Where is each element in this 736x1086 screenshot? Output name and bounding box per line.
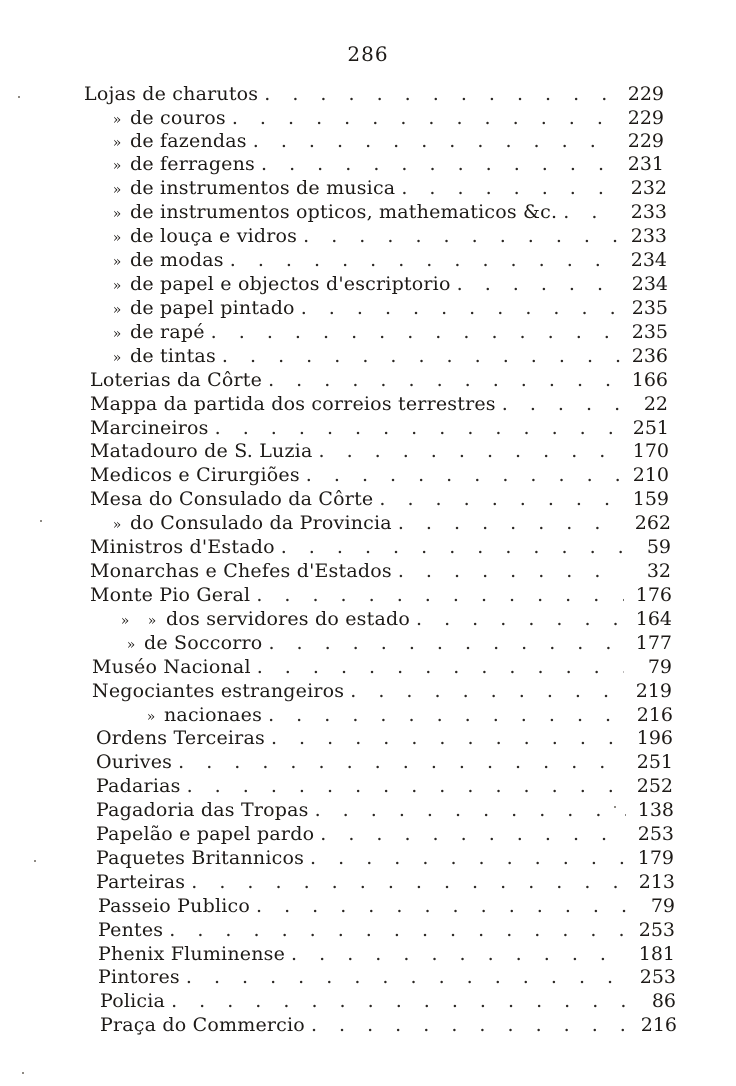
entry-label: de Soccorro — [144, 632, 263, 654]
index-entry — [112, 607, 672, 631]
entry-page-number: 196 — [636, 727, 673, 749]
entry-label: de instrumentos de musica — [130, 177, 396, 199]
entry-page-number: 59 — [646, 536, 671, 558]
entry-label: de modas — [130, 249, 224, 271]
entry-label: de couros — [130, 107, 226, 129]
index-entry — [104, 200, 667, 224]
entry-label: Padarias — [96, 775, 181, 797]
entry-page-number: 252 — [636, 775, 673, 797]
entry-page-number: 177 — [635, 632, 672, 654]
index-entry — [96, 726, 673, 750]
entry-label: Marcineiros — [90, 417, 209, 439]
dot-leader — [318, 439, 621, 463]
entry-page-number: 216 — [636, 704, 673, 726]
dot-leader — [350, 679, 624, 703]
entry-label: Matadouro de S. Luzia — [90, 440, 313, 462]
index-entry — [96, 846, 674, 870]
entry-page-number: 235 — [631, 321, 668, 343]
entry-label: Muséo Nacional — [92, 656, 251, 678]
index-entry — [90, 392, 668, 416]
dot-leader — [187, 774, 625, 798]
entry-label: Pagadoria das Tropas — [96, 799, 309, 821]
entry-label: de instrumentos opticos, mathematicos &c. — [130, 201, 558, 223]
index-entry — [90, 416, 669, 440]
entry-page-number: 229 — [627, 130, 664, 152]
entry-page-number: 235 — [631, 297, 668, 319]
ditto-mark: » — [112, 230, 122, 246]
dot-leader — [563, 200, 619, 224]
index-entry — [98, 965, 676, 989]
dot-leader — [291, 942, 627, 966]
entry-label: Parteiras — [96, 871, 186, 893]
page-number: 286 — [347, 42, 389, 66]
index-entry — [104, 176, 667, 200]
entry-page-number: 262 — [634, 512, 671, 534]
dot-leader — [311, 1013, 629, 1037]
entry-label: de papel e objectos d'escriptorio — [130, 273, 451, 295]
entry-label: Ordens Terceiras — [96, 727, 265, 749]
dot-leader — [256, 583, 624, 607]
entry-page-number: 253 — [638, 919, 675, 941]
index-entry — [96, 870, 675, 894]
dot-leader — [416, 607, 624, 631]
entry-page-number: 253 — [639, 966, 676, 988]
ditto-mark: » — [112, 302, 122, 318]
entry-page-number: 159 — [632, 488, 669, 510]
entry-label: Ministros d'Estado — [90, 536, 275, 558]
index-entry — [96, 750, 673, 774]
entry-label: de tintas — [130, 345, 216, 367]
ditto-mark: » — [112, 182, 122, 198]
entry-page-number: 166 — [631, 369, 668, 391]
entry-page-number: 253 — [637, 823, 674, 845]
index-entry — [98, 918, 675, 942]
dot-leader — [230, 248, 619, 272]
dot-leader — [222, 344, 620, 368]
entry-page-number: 251 — [636, 751, 673, 773]
dot-leader — [315, 798, 626, 822]
entry-page-number: 138 — [637, 799, 674, 821]
entry-label: Lojas de charutos — [84, 83, 259, 105]
ditto-mark: » — [120, 613, 130, 629]
index-entry — [92, 655, 672, 679]
entry-label: Ourives — [96, 751, 173, 773]
entry-page-number: 170 — [632, 440, 669, 462]
ditto-mark: » — [146, 709, 156, 725]
entry-page-number: 213 — [638, 871, 675, 893]
entry-label: Policia — [100, 990, 166, 1012]
ditto-mark: » — [112, 206, 122, 222]
dot-leader — [256, 894, 627, 918]
dot-leader — [264, 82, 616, 106]
dot-leader — [268, 631, 624, 655]
index-entry — [90, 439, 669, 463]
dot-leader — [215, 416, 621, 440]
entry-page-number: 229 — [627, 107, 664, 129]
index-entry — [104, 511, 671, 535]
dot-leader — [301, 296, 620, 320]
entry-page-number: 234 — [631, 273, 668, 295]
index-entry — [90, 368, 668, 392]
entry-page-number: 232 — [630, 177, 667, 199]
entry-page-number: 22 — [643, 393, 668, 415]
dot-leader — [303, 224, 619, 248]
index-entry — [104, 106, 664, 130]
index-entry — [104, 320, 668, 344]
ditto-mark: » — [112, 112, 122, 128]
entry-page-number: 179 — [637, 847, 674, 869]
entry-label: dos servidores do estado — [166, 608, 410, 630]
ditto-mark: » — [126, 637, 136, 653]
entry-label: Negociantes estrangeiros — [92, 680, 345, 702]
dot-leader — [211, 320, 620, 344]
dot-leader — [281, 535, 623, 559]
dot-leader — [191, 870, 627, 894]
entry-label: Medicos e Cirurgiões — [90, 464, 300, 486]
dot-leader — [457, 272, 620, 296]
dot-leader — [171, 989, 628, 1013]
index-entry — [104, 272, 668, 296]
dot-leader — [502, 392, 620, 416]
entry-label: de papel pintado — [130, 297, 295, 319]
index-entry — [90, 487, 669, 511]
index-entry — [90, 535, 671, 559]
index-entry — [138, 703, 673, 727]
dot-leader — [401, 176, 619, 200]
entry-page-number: 164 — [635, 608, 672, 630]
entry-page-number: 229 — [627, 83, 664, 105]
entry-page-number: 219 — [635, 680, 672, 702]
ditto-mark: » — [112, 278, 122, 294]
entry-page-number: 176 — [635, 584, 672, 606]
dot-leader — [257, 655, 624, 679]
entry-page-number: 79 — [650, 895, 675, 917]
entry-label: de louça e vidros — [130, 225, 298, 247]
index-entry — [118, 631, 672, 655]
entry-label: Pentes — [98, 919, 164, 941]
entry-label: Monte Pio Geral — [90, 584, 251, 606]
entry-page-number: 233 — [630, 201, 667, 223]
entry-page-number: 216 — [640, 1014, 677, 1036]
ditto-mark: » — [112, 326, 122, 342]
dot-leader — [306, 463, 621, 487]
entry-label: Passeio Publico — [98, 895, 250, 917]
paper-speck — [18, 96, 20, 98]
index-entry — [96, 822, 674, 846]
ditto-mark: » — [112, 158, 122, 174]
entry-label: Praça do Commercio — [100, 1014, 305, 1036]
entry-label: de rapé — [130, 321, 205, 343]
entry-label: nacionaes — [164, 704, 263, 726]
index-entry — [104, 129, 664, 153]
entry-page-number: 236 — [631, 345, 668, 367]
dot-leader — [268, 368, 620, 392]
entry-label: de fazendas — [130, 130, 247, 152]
entry-label: Mesa do Consulado da Côrte — [90, 488, 374, 510]
index-entry — [96, 798, 674, 822]
dot-leader — [178, 750, 625, 774]
paper-speck — [22, 1072, 24, 1074]
entry-page-number: 231 — [627, 153, 664, 175]
entry-label: de ferragens — [130, 153, 256, 175]
paper-speck — [40, 520, 42, 522]
dot-leader — [186, 965, 628, 989]
ditto-mark: » — [112, 135, 122, 151]
entry-page-number: 32 — [646, 560, 671, 582]
entry-page-number: 86 — [651, 990, 676, 1012]
entry-page-number: 251 — [632, 417, 669, 439]
ditto-mark: » — [112, 254, 122, 270]
entry-label: Papelão e papel pardo — [96, 823, 315, 845]
entry-label: do Consulado da Provincia — [130, 512, 392, 534]
entry-label: Mappa da partida dos correios terrestres — [90, 393, 496, 415]
index-entry — [104, 248, 667, 272]
dot-leader — [268, 703, 625, 727]
paper-speck — [614, 806, 616, 808]
entry-page-number: 234 — [630, 249, 667, 271]
entry-page-number: 79 — [647, 656, 672, 678]
index-entry — [104, 296, 668, 320]
entry-label: Monarchas e Chefes d'Estados — [90, 560, 392, 582]
index-entry — [98, 942, 675, 966]
entry-label: Paquetes Britannicos — [96, 847, 305, 869]
index-entry — [96, 774, 673, 798]
ditto-mark: » — [112, 517, 122, 533]
dot-leader — [398, 511, 623, 535]
entry-label: Pintores — [98, 966, 180, 988]
dot-leader — [261, 152, 616, 176]
entry-page-number: 181 — [638, 943, 675, 965]
entry-page-number: 210 — [632, 464, 669, 486]
index-entry — [98, 894, 675, 918]
dot-leader — [398, 559, 623, 583]
dot-leader — [253, 129, 616, 153]
index-entry — [90, 559, 671, 583]
dot-leader — [379, 487, 621, 511]
ditto-mark: » — [112, 350, 122, 366]
index-entry — [104, 224, 667, 248]
index-entry — [100, 989, 676, 1013]
dot-leader — [310, 846, 626, 870]
index-entry — [100, 1013, 677, 1037]
index-entry — [84, 82, 664, 106]
dot-leader — [169, 918, 627, 942]
index-entry — [92, 679, 672, 703]
index-entry — [90, 583, 672, 607]
ditto-mark: » — [147, 613, 157, 629]
entry-label: Phenix Fluminense — [98, 943, 286, 965]
index-entry — [104, 344, 668, 368]
paper-speck — [34, 860, 36, 862]
index-entry — [104, 152, 664, 176]
entry-label: Loterias da Côrte — [90, 369, 263, 391]
dot-leader — [271, 726, 625, 750]
dot-leader — [232, 106, 616, 130]
index-entry — [90, 463, 669, 487]
entry-page-number: 233 — [630, 225, 667, 247]
dot-leader — [320, 822, 626, 846]
